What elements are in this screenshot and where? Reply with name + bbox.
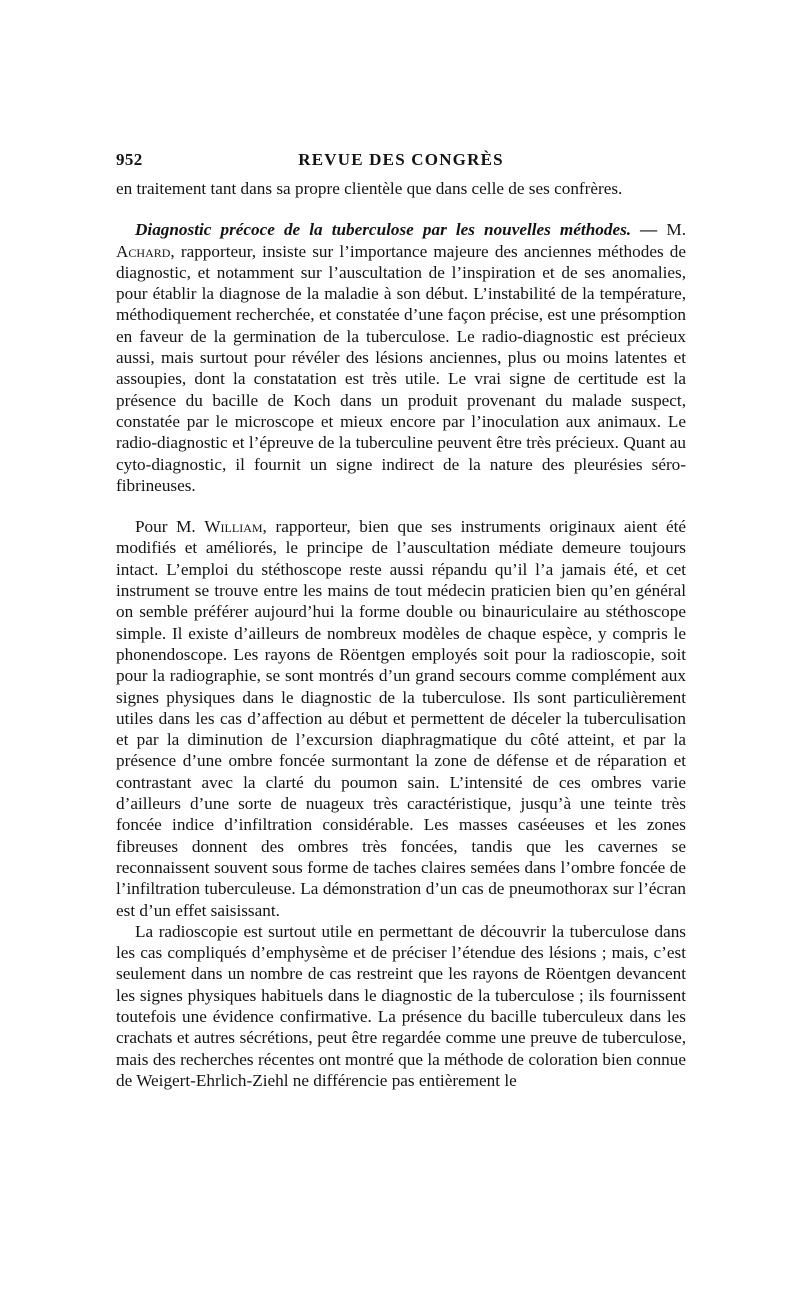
section-title: Diagnostic précoce de la tuberculose par les nouvelles méthodes. — (135, 220, 658, 240)
paragraph-radioscopie (116, 921, 686, 1091)
page-number: 952 (116, 150, 143, 169)
paragraph-text: , rapporteur, insiste sur l’importance majeure des anciennes méthodes de diagnostic, et notamment sur l’auscultation de l’inspiration et de ses anomalies, pour établir la diagnose de la maladie à son début. L’instabilité de la température, méthodiquement recherchée, et constatée d’une façon précise, est une présomption en faveur de la germination de la tuberculose. Le radio-diagnostic est précieux aussi, mais surtout pour révéler des lésions anciennes, plus ou moins latentes et assoupies, dont la constatation est très utile. Le vrai signe de certitude est la présence du bacille de Koch dans un produit provenant du malade suspect, constatée par le microscope et mieux encore par l’inoculation aux animaux. Le radio-diagnostic et l’épreuve de la tuberculine peuvent être très précieux. Quant au cyto-diagnostic, il fournit un signe indirect de la nature des pleurésies séro-fibrineuses. (116, 241, 686, 495)
title-prefix: M. (666, 220, 686, 240)
journal-page (116, 150, 686, 1091)
running-title: REVUE DES CONGRÈS (298, 150, 504, 169)
paragraph-continuation (116, 178, 686, 199)
speaker-name: William (204, 517, 263, 537)
paragraph-achard (116, 219, 686, 496)
paragraph-william (116, 516, 686, 921)
running-header (116, 150, 686, 178)
paragraph-text: en traitement tant dans sa propre clientèle que dans celle de ses confrères. (116, 179, 623, 198)
paragraph-text: , rapporteur, bien que ses instruments originaux aient été modifiés et améliorés, le principe de l’auscultation médiate demeure toujours intact. L’emploi du stéthoscope reste aussi répandu qu’il l’a jamais été, et cet instrument se trouve entre les mains de tout médecin praticien bien qu’en général on semble préférer aujourd’hui la forme double ou binauriculaire au stéthoscope simple. Il existe d’ailleurs de nombreux modèles de chaque espèce, y compris le phonendoscope. Les rayons de Röentgen employés soit pour la radioscopie, soit pour la radiographie, se sont montrés d’un grand secours comme complément aux signes physiques dans le diagnostic de la tuberculose. Ils sont particulièrement utiles dans les cas d’affection au début et permettent de déceler la tuberculisation et par la diminution de l’excursion diaphragmatique du côté atteint, et par la présence d’une ombre foncée surmontant la zone de défense et de réparation et contrastant avec la clarté du poumon sain. L’intensité de ces ombres varie d’ailleurs d’une sorte de nuageux très caractéristique, jusqu’à une teinte très foncée indice d’infiltration considérable. Les masses caséeuses et les zones fibreuses donnent des ombres très foncées, tandis que les cavernes se reconnaissent souvent sous forme de taches claires semées dans l’ombre foncée de l’infiltration tuberculeuse. La démonstration d’un cas de pneumothorax sur l’écran est d’un effet saisissant. (116, 517, 686, 920)
paragraph-lead: Pour M. (135, 517, 196, 537)
article-body (116, 178, 686, 1091)
paragraph-text: La radioscopie est surtout utile en permettant de découvrir la tuberculose dans les cas compliqués d’emphysème et de préciser l’étendue des lésions ; mais, c’est seulement dans un nombre de cas restreint que les rayons de Röentgen devancent les signes physiques habituels dans le diagnostic de la tuberculose ; ils fournissent toutefois une évidence confirmative. La présence du bacille tuberculeux dans les crachats et autres sécrétions, peut être regardée comme une preuve de tuberculose, mais des recherches récentes ont montré que la méthode de coloration bien connue de Weigert-Ehrlich-Ziehl ne différencie pas entièrement le (116, 921, 686, 1090)
speaker-name: Achard (116, 241, 171, 261)
